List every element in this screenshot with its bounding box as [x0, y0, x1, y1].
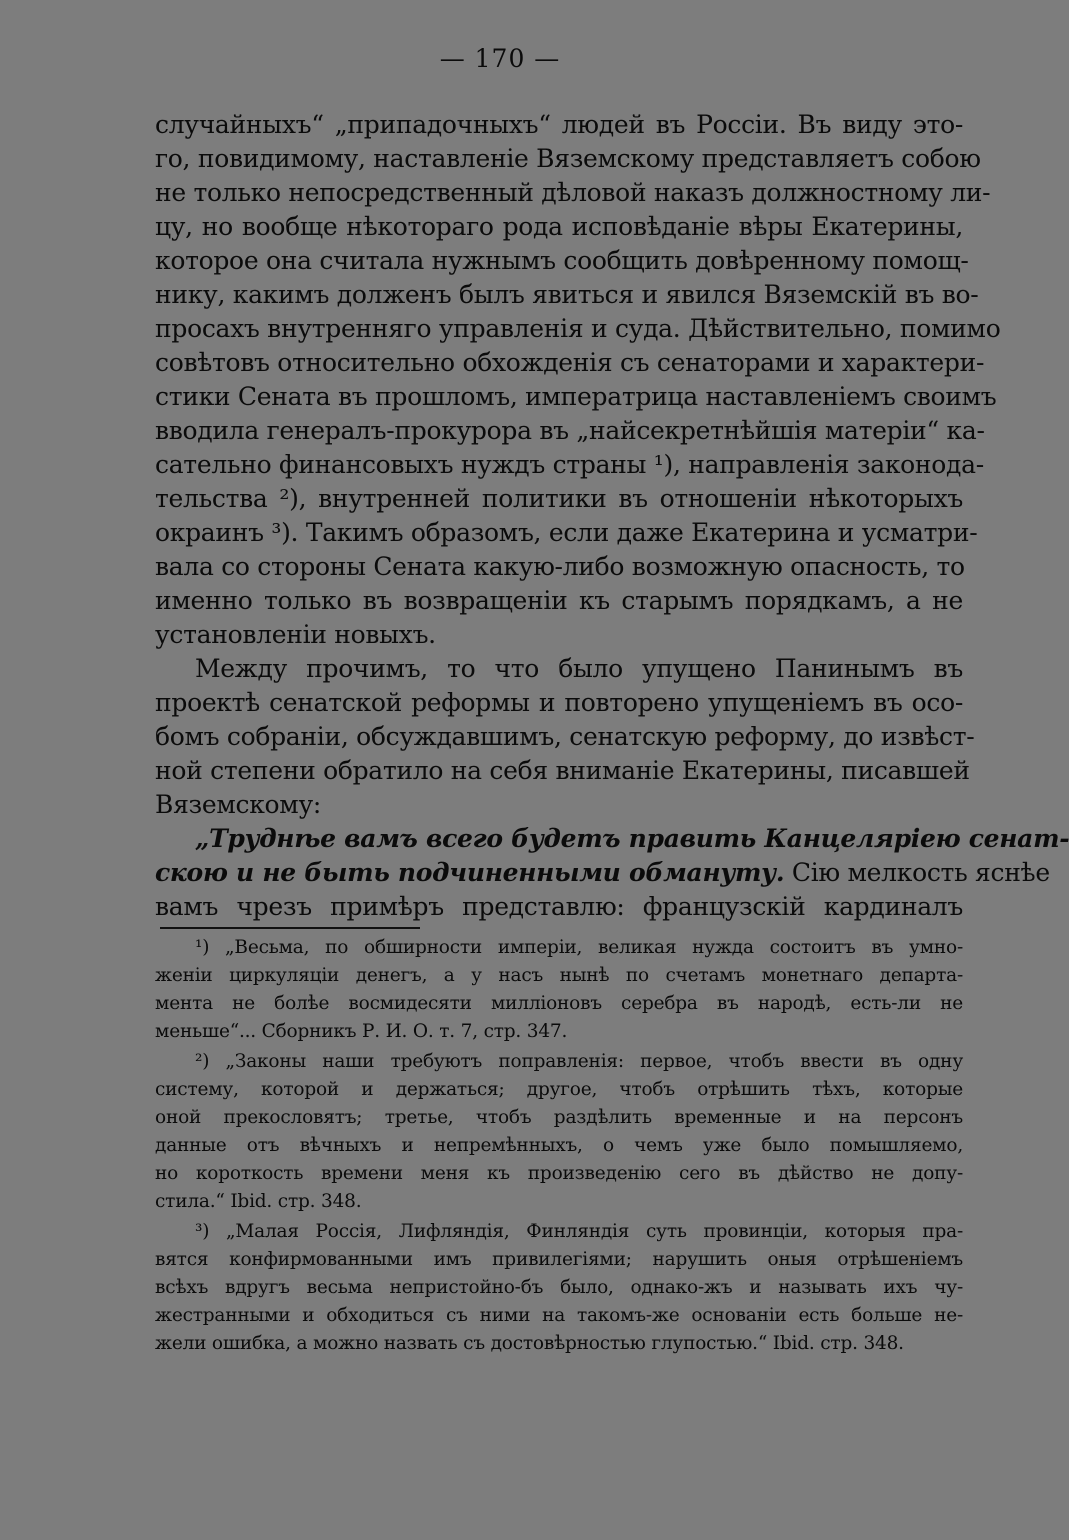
- footnote-line: но короткость времени меня къ произведенію сего въ дѣйство не допу-: [155, 1163, 963, 1184]
- text-line: которое она считала нужнымъ сообщить довѣренному помощ-: [155, 246, 969, 275]
- footnote-2: [155, 1048, 963, 1216]
- footnote-line: жели ошибка, а можно назвать съ достовѣрностью глупостью.“ Ibid. стр. 348.: [155, 1333, 904, 1354]
- footnote-3: [155, 1218, 963, 1358]
- footnote-divider: [160, 927, 420, 929]
- text-line: сательно финансовыхъ нуждъ страны ¹), направленія законода-: [155, 450, 984, 479]
- text-line: окраинъ ³). Такимъ образомъ, если даже Екатерина и усматри-: [155, 518, 978, 547]
- text-line: стики Сената въ прошломъ, императрица наставленіемъ своимъ: [155, 382, 997, 411]
- text-line: цу, но вообще нѣкотораго рода исповѣданіе вѣры Екатерины,: [155, 212, 963, 241]
- footnote-1: [155, 934, 963, 1046]
- footnote-line: данные отъ вѣчныхъ и непремѣнныхъ, о чемъ уже было помышляемо,: [155, 1135, 963, 1156]
- text-line: не только непосредственный дѣловой наказъ должностному ли-: [155, 178, 991, 207]
- text-line: вводила генералъ-прокурора въ „найсекретнѣйшія матеріи“ ка-: [155, 416, 985, 445]
- footnote-line: женіи циркуляціи денегъ, а у насъ нынѣ по счетамъ монетнаго департа-: [155, 965, 963, 986]
- text-line: бомъ собраніи, обсуждавшимъ, сенатскую реформу, до извѣст-: [155, 722, 975, 751]
- text-line: проектѣ сенатской реформы и повторено упущеніемъ въ осо-: [155, 688, 963, 717]
- paragraph-start-line: Между прочимъ, то что было упущено Панинымъ въ: [195, 654, 963, 683]
- footnotes: [155, 934, 963, 1358]
- footnote-line: ²) „Законы наши требуютъ поправленія: первое, чтобъ ввести въ одну: [195, 1051, 963, 1072]
- quote-plain: Сію мелкость яснѣе: [784, 858, 1050, 887]
- footnote-line: ³) „Малая Россія, Лифляндія, Финляндія суть провинціи, которыя пра-: [195, 1221, 963, 1242]
- footnote-line: мента не болѣе восмидесяти милліоновъ серебра въ народѣ, есть-ли не: [155, 993, 963, 1014]
- body-text: [155, 108, 1069, 924]
- text-line: ной степени обратило на себя вниманіе Екатерины, писавшей: [155, 756, 970, 785]
- footnote-line: всѣхъ вдругъ весьма непристойно-бъ было, однако-жъ и называть ихъ чу-: [155, 1277, 963, 1298]
- quote-emphasis: „Труднѣе вамъ всего будетъ править Канцеляріею сенат-: [195, 824, 1069, 853]
- footnote-line: вятся конфирмованными имъ привилегіями; нарушить оныя отрѣшеніемъ: [155, 1249, 963, 1270]
- text-line: вала со стороны Сената какую-либо возможную опасность, то: [155, 552, 965, 581]
- text-line: нику, какимъ долженъ былъ явиться и явился Вяземскій въ во-: [155, 280, 979, 309]
- text-line: просахъ внутренняго управленія и суда. Дѣйствительно, помимо: [155, 314, 1001, 343]
- footnote-line: жестранными и обходиться съ ними на такомъ-же основаніи есть больше не-: [155, 1305, 963, 1326]
- footnote-line: систему, которой и держаться; другое, чтобъ отрѣшить тѣхъ, которые: [155, 1079, 963, 1100]
- text-line: случайныхъ“ „припадочныхъ“ людей въ Россіи. Въ виду это-: [155, 110, 963, 139]
- footnote-line: ¹) „Весьма, по обширности имперіи, великая нужда состоитъ въ умно-: [195, 937, 963, 958]
- footnote-line: меньше“... Сборникъ Р. И. О. т. 7, стр. 347.: [155, 1021, 568, 1042]
- footnote-line: оной прекословятъ; третье, чтобъ раздѣлить временные и на персонъ: [155, 1107, 963, 1128]
- text-line: го, повидимому, наставленіе Вяземскому представляетъ собою: [155, 144, 981, 173]
- quote-line: [155, 856, 1050, 890]
- text-line: совѣтовъ относительно обхожденія съ сенаторами и характери-: [155, 348, 985, 377]
- text-line: тельства ²), внутренней политики въ отношеніи нѣкоторыхъ: [155, 484, 963, 513]
- text-line: вамъ чрезъ примѣръ представлю: французскій кардиналъ: [155, 892, 963, 921]
- text-line: именно только въ возвращеніи къ старымъ порядкамъ, а не: [155, 586, 963, 615]
- page-number: — 170 —: [439, 44, 561, 73]
- quote-emphasis: скою и не быть подчиненными обмануту.: [155, 858, 785, 887]
- quote-line: [155, 822, 1069, 856]
- text-line: Вяземскому:: [155, 790, 321, 819]
- footnote-line: стила.“ Ibid. стр. 348.: [155, 1191, 362, 1212]
- text-line: установленіи новыхъ.: [155, 620, 436, 649]
